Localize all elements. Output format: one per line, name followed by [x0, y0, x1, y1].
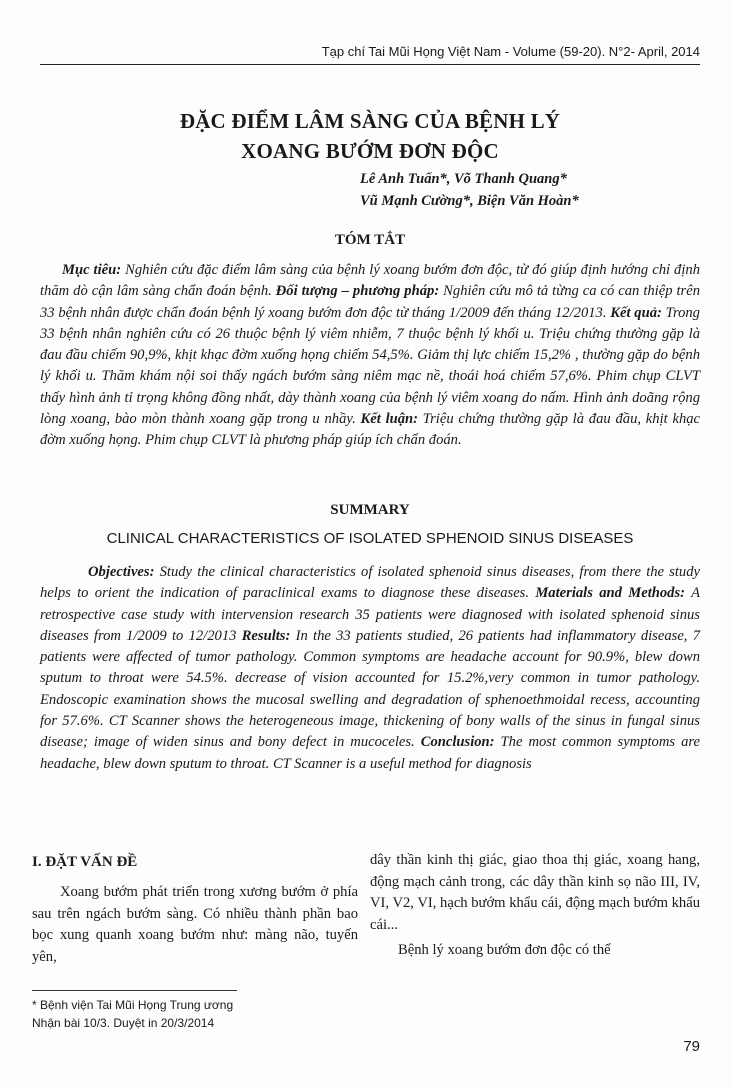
conclusion-en-text: The most common symptoms are headache, blew down sputum to throat. CT Scanner is a useful method for diagnosis — [40, 734, 701, 772]
footnote-rule — [32, 990, 237, 991]
section-1-right-paragraph-1: dây thần kinh thị giác, giao thoa thị giác, xoang hang, động mạch cảnh trong, các dây thần kinh sọ não III, IV, VI, V2, VI, hạch bướm khẩu cái, động mạch bướm khẩu cái... — [370, 852, 700, 933]
title-line-2: XOANG BƯỚM ĐƠN ĐỘC — [241, 139, 499, 163]
section-1-left-paragraph: Xoang bướm phát triển trong xương bướm ở phía sau trên ngách bướm sàng. Có nhiều thành phần bao bọc xung quanh xoang bướm như: màng não, tuyến yên, — [32, 884, 358, 965]
objectives-label: Objectives: — [88, 564, 155, 580]
materials-methods-text: A retrospective case study with intervension research 35 patients were diagnosed with isolated sphenoid sinus diseases from 1/2009 to 12/2013 — [40, 585, 700, 644]
footnote-dates: Nhận bài 10/3. Duyệt in 20/3/2014 — [32, 1016, 215, 1030]
journal-header: Tạp chí Tai Mũi Họng Việt Nam - Volume (59-20). N°2- April, 2014 — [321, 44, 700, 59]
methods-label: Đối tượng – phương pháp: — [275, 283, 440, 300]
authors-line-2: Vũ Mạnh Cường*, Biện Văn Hoàn* — [360, 193, 579, 209]
objective-text: Nghiên cứu đặc điểm lâm sàng của bệnh lý xoang bướm đơn độc, từ đó giúp định hướng chỉ định thăm dò cận lâm sàng chẩn đoán bệnh. — [40, 262, 700, 300]
footnote-affiliation: * Bệnh viện Tai Mũi Họng Trung ương — [32, 998, 234, 1012]
section-1-right-column — [370, 850, 700, 966]
authors — [360, 168, 690, 212]
conclusion-label: Kết luận: — [360, 411, 419, 428]
materials-methods-label: Materials and Methods: — [535, 585, 686, 602]
abstract-vi-heading: TÓM TẮT — [334, 232, 406, 248]
results-label: Kết quả: — [610, 304, 662, 321]
title-line-1: ĐẶC ĐIỂM LÂM SÀNG CỦA BỆNH LÝ — [179, 109, 561, 133]
objectives-text: Study the clinical characteristics of isolated sphenoid sinus diseases, from there the study helps to orient the indication of paraclinical exams to diagnose these diseases. — [40, 564, 700, 602]
results-text: Trong 33 bệnh nhân nghiên cứu có 26 thuộc bệnh lý viêm nhiễm, 7 thuộc bệnh lý khối u. Triệu chứng thường gặp là đau đầu chiếm 90,9%, khịt khạc đờm xuống họng chiếm 54,5%. Giảm thị lực chiếm 15,2% , thường gặp do bệnh lý khối u. Thăm khám nội soi thấy ngách bướm sàng niêm mạc nề, thoái hoá chiếm 57,6%. Phim chụp CLVT thấy hình ảnh tỉ trọng không đồng nhất, dày thành xoang của bệnh lý viêm xoang do nấm. Hình ảnh doãng rộng lòng xoang, bào mòn thành xoang gặp trong u nhầy. — [40, 304, 700, 428]
objective-label: Mục tiêu: — [62, 262, 122, 278]
conclusion-text: Triệu chứng thường gặp là đau đầu, khịt khạc đờm xuống họng. Phim chụp CLVT là phương pháp giúp ích chẩn đoán. — [40, 411, 701, 449]
footnote — [32, 996, 233, 1032]
article-title — [40, 106, 700, 166]
methods-text: Nghiên cứu mô tả từng ca có can thiệp trên 33 bệnh nhân được chẩn đoán bệnh lý xoang bướm đơn độc từ tháng 1/2009 đến tháng 12/2013. — [40, 283, 701, 321]
results-en-label: Results: — [241, 627, 291, 644]
authors-line-1: Lê Anh Tuấn*, Võ Thanh Quang* — [360, 171, 567, 187]
header-rule — [40, 64, 700, 65]
results-en-text: In the 33 patients studied, 26 patients had inflammatory disease, 7 patients were affected of tumor pathology. Common symptoms are headache account for 90.9%, blew down sputum to throat were 54.5%. decrease of vision accounted for 15.2%,very common in tumor pathology. Endoscopic examination shows the mucosal swelling and degradation of sphenoethmoidal recess, accounting for 57.6%. CT Scanner shows the heterogeneous image, thickening of bony walls of the sinus in fungal sinus disease; image of widen sinus and bony defect in mucoceles. — [40, 627, 700, 751]
abstract-vi-body — [40, 260, 700, 452]
summary-heading: SUMMARY — [330, 502, 410, 518]
page-number: 79 — [683, 1038, 700, 1055]
abstract-en-body — [40, 562, 700, 775]
summary-subtitle: CLINICAL CHARACTERISTICS OF ISOLATED SPHENOID SINUS DISEASES — [106, 530, 634, 547]
conclusion-en-label: Conclusion: — [420, 734, 495, 751]
section-1-heading: I. ĐẶT VẤN ĐỀ — [32, 854, 138, 870]
section-1-right-paragraph-2: Bệnh lý xoang bướm đơn độc có thể — [398, 942, 611, 958]
